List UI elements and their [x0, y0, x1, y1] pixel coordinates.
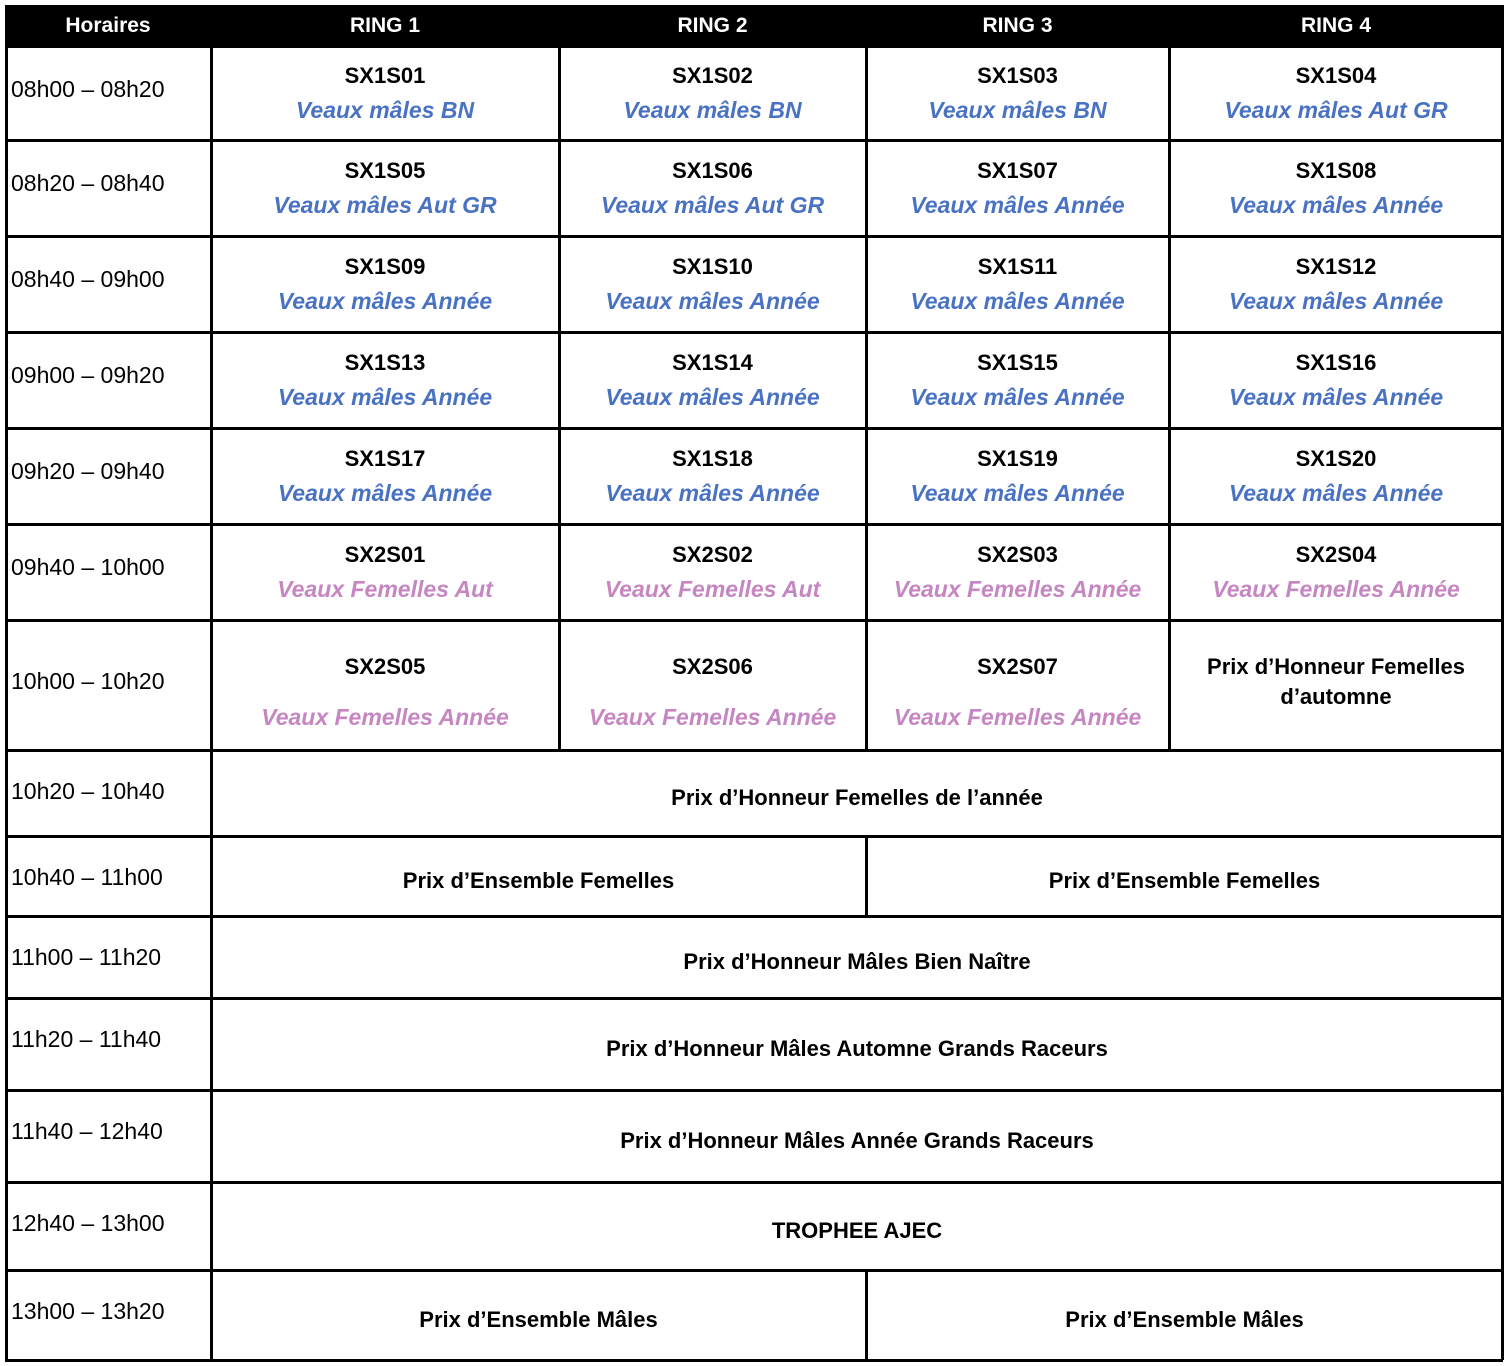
header-ring-1: RING 1 — [211, 5, 559, 46]
column-divider — [1168, 428, 1171, 524]
session-block — [211, 998, 1503, 1090]
session-category: Veaux mâles Année — [1228, 288, 1444, 314]
session-code: SX1S08 — [1295, 158, 1377, 183]
session-category: Veaux mâles Année — [1228, 384, 1444, 410]
session-block — [211, 1090, 1503, 1182]
session-cell — [559, 236, 866, 332]
session-code: SX1S09 — [344, 254, 426, 279]
column-divider — [558, 620, 561, 750]
column-divider — [865, 46, 868, 140]
row-divider — [5, 139, 1503, 142]
session-title: Prix d’Ensemble Mâles — [1065, 1307, 1304, 1332]
row-divider — [5, 1181, 1503, 1184]
time-slot: 08h40 – 09h00 — [11, 266, 165, 292]
column-divider — [865, 1270, 868, 1360]
session-title: TROPHEE AJEC — [771, 1218, 943, 1243]
session-code: SX1S16 — [1295, 350, 1377, 375]
session-code: SX1S10 — [672, 254, 753, 279]
time-slot: 08h20 – 08h40 — [11, 170, 165, 196]
row-divider — [5, 235, 1503, 238]
session-title: Prix d’Ensemble Mâles — [419, 1307, 658, 1332]
session-code: SX1S14 — [672, 350, 753, 375]
session-code: SX1S18 — [672, 446, 753, 471]
row-divider — [5, 331, 1503, 334]
session-code: SX1S03 — [977, 63, 1058, 88]
session-cell — [211, 428, 559, 524]
row-divider — [5, 523, 1503, 526]
session-cell — [1169, 236, 1503, 332]
session-title: Prix d’Ensemble Femelles — [402, 868, 675, 893]
session-category: Veaux mâles Année — [910, 192, 1125, 218]
time-slot: 11h20 – 11h40 — [11, 1026, 162, 1052]
session-code: SX1S05 — [344, 158, 426, 183]
session-code: SX1S02 — [672, 63, 753, 88]
session-category: Veaux Femelles Aut — [604, 576, 821, 602]
row-divider — [5, 997, 1503, 1000]
session-code: SX1S17 — [344, 446, 426, 471]
session-category: Veaux Femelles Année — [893, 576, 1142, 602]
session-category: Veaux Femelles Année — [261, 704, 509, 730]
time-slot: 12h40 – 13h00 — [11, 1210, 165, 1236]
row-divider — [5, 5, 1503, 8]
row-divider — [5, 45, 1503, 48]
session-cell — [1169, 428, 1503, 524]
session-category: Veaux Femelles Année — [1212, 576, 1460, 602]
column-divider — [558, 524, 561, 620]
session-category: Veaux mâles BN — [623, 97, 802, 123]
session-block — [1169, 620, 1503, 750]
column-divider — [1168, 524, 1171, 620]
session-category: Veaux mâles Année — [277, 384, 493, 410]
session-code: SX1S01 — [344, 63, 426, 88]
session-cell — [211, 46, 559, 140]
column-divider — [558, 332, 561, 428]
session-title: Prix d’Ensemble Femelles — [1048, 868, 1321, 893]
header-ring-2: RING 2 — [559, 5, 866, 46]
session-cell — [559, 524, 866, 620]
session-cell — [211, 236, 559, 332]
session-cell — [559, 140, 866, 236]
session-cell — [211, 524, 559, 620]
session-cell — [1169, 140, 1503, 236]
row-divider — [5, 1269, 1503, 1272]
session-category: Veaux mâles Aut GR — [600, 192, 825, 218]
column-divider — [558, 46, 561, 140]
session-cell — [866, 46, 1169, 140]
time-slot: 10h00 – 10h20 — [11, 668, 165, 694]
session-code: SX1S11 — [977, 254, 1058, 279]
session-code: SX1S13 — [344, 350, 426, 375]
session-code: SX2S03 — [977, 542, 1058, 567]
session-code: SX2S01 — [344, 542, 426, 567]
session-code: SX2S02 — [672, 542, 753, 567]
session-category: Veaux Femelles Année — [893, 704, 1142, 730]
header-ring-4: RING 4 — [1169, 5, 1503, 46]
session-category: Veaux mâles Aut GR — [1224, 97, 1448, 123]
time-slot: 09h00 – 09h20 — [11, 362, 165, 388]
column-divider — [1168, 5, 1171, 46]
session-cell — [866, 140, 1169, 236]
column-divider — [865, 5, 868, 46]
session-cell — [866, 428, 1169, 524]
session-block — [211, 836, 866, 916]
session-category: Veaux mâles Année — [910, 384, 1125, 410]
time-slot: 10h20 – 10h40 — [11, 778, 165, 804]
session-code: SX2S06 — [672, 654, 753, 679]
session-code: SX1S06 — [672, 158, 753, 183]
time-slot: 09h20 – 09h40 — [11, 458, 165, 484]
session-code: SX2S05 — [344, 654, 426, 679]
column-divider — [558, 5, 561, 46]
session-cell — [559, 332, 866, 428]
session-code: SX2S07 — [977, 654, 1058, 679]
column-divider — [1501, 5, 1504, 1360]
session-title: Prix d’Honneur Mâles Automne Grands Raceurs — [606, 1036, 1108, 1061]
time-slot: 11h40 – 12h40 — [11, 1118, 163, 1144]
session-category: Veaux mâles Année — [605, 480, 820, 506]
session-cell — [866, 236, 1169, 332]
column-divider — [865, 836, 868, 916]
session-cell — [559, 46, 866, 140]
session-category: Veaux mâles Aut GR — [273, 192, 497, 218]
row-divider — [5, 1359, 1503, 1362]
session-code: SX1S15 — [977, 350, 1058, 375]
session-block — [866, 836, 1503, 916]
session-cell — [1169, 46, 1503, 140]
column-divider — [1168, 46, 1171, 140]
session-block — [211, 916, 1503, 998]
time-slot: 13h00 – 13h20 — [11, 1298, 165, 1324]
column-divider — [865, 332, 868, 428]
session-block — [211, 1270, 866, 1360]
session-cell — [559, 428, 866, 524]
session-cell — [1169, 332, 1503, 428]
session-cell — [211, 140, 559, 236]
session-cell — [559, 620, 866, 750]
session-category: Veaux mâles Année — [1228, 480, 1444, 506]
row-divider — [5, 1089, 1503, 1092]
time-slot: 09h40 – 10h00 — [11, 554, 165, 580]
column-divider — [558, 428, 561, 524]
column-divider — [558, 140, 561, 236]
session-category: Veaux mâles Année — [910, 288, 1125, 314]
session-category: Veaux Femelles Année — [588, 704, 837, 730]
session-code: SX1S12 — [1295, 254, 1377, 279]
session-title: Prix d’Honneur Femelles d’automne — [1207, 654, 1465, 709]
column-divider — [1168, 332, 1171, 428]
column-divider — [558, 236, 561, 332]
session-block — [211, 750, 1503, 836]
column-divider — [210, 5, 213, 1360]
header-ring-3: RING 3 — [866, 5, 1169, 46]
row-divider — [5, 915, 1503, 918]
column-divider — [865, 236, 868, 332]
session-block — [866, 1270, 1503, 1360]
session-title: Prix d’Honneur Mâles Année Grands Raceurs — [620, 1128, 1094, 1153]
session-category: Veaux mâles BN — [295, 97, 475, 123]
session-cell — [1169, 524, 1503, 620]
row-divider — [5, 835, 1503, 838]
session-title: Prix d’Honneur Femelles de l’année — [671, 785, 1043, 810]
column-divider — [865, 524, 868, 620]
column-divider — [1168, 620, 1171, 750]
column-divider — [1168, 236, 1171, 332]
session-cell — [866, 332, 1169, 428]
session-cell — [866, 524, 1169, 620]
session-title: Prix d’Honneur Mâles Bien Naître — [683, 949, 1031, 974]
column-divider — [1168, 140, 1171, 236]
session-block — [211, 1182, 1503, 1270]
column-divider — [865, 140, 868, 236]
session-code: SX1S04 — [1295, 63, 1377, 88]
session-cell — [211, 332, 559, 428]
time-slot: 11h00 – 11h20 — [11, 944, 162, 970]
session-category: Veaux mâles BN — [928, 97, 1107, 123]
time-slot: 08h00 – 08h20 — [11, 76, 165, 102]
row-divider — [5, 427, 1503, 430]
session-category: Veaux Femelles Aut — [277, 576, 493, 602]
column-divider — [865, 620, 868, 750]
session-cell — [211, 620, 559, 750]
session-category: Veaux mâles Année — [605, 288, 820, 314]
time-slot: 10h40 – 11h00 — [11, 864, 163, 890]
session-category: Veaux mâles Année — [277, 480, 493, 506]
session-code: SX1S19 — [977, 446, 1058, 471]
column-divider — [865, 428, 868, 524]
session-code: SX2S04 — [1295, 542, 1377, 567]
session-code: SX1S20 — [1295, 446, 1377, 471]
session-code: SX1S07 — [977, 158, 1058, 183]
row-divider — [5, 619, 1503, 622]
session-category: Veaux mâles Année — [1228, 192, 1444, 218]
session-category: Veaux mâles Année — [605, 384, 820, 410]
session-cell — [866, 620, 1169, 750]
row-divider — [5, 749, 1503, 752]
header-horaires: Horaires — [5, 5, 211, 46]
session-category: Veaux mâles Année — [910, 480, 1125, 506]
session-category: Veaux mâles Année — [277, 288, 493, 314]
column-divider — [5, 5, 8, 1360]
